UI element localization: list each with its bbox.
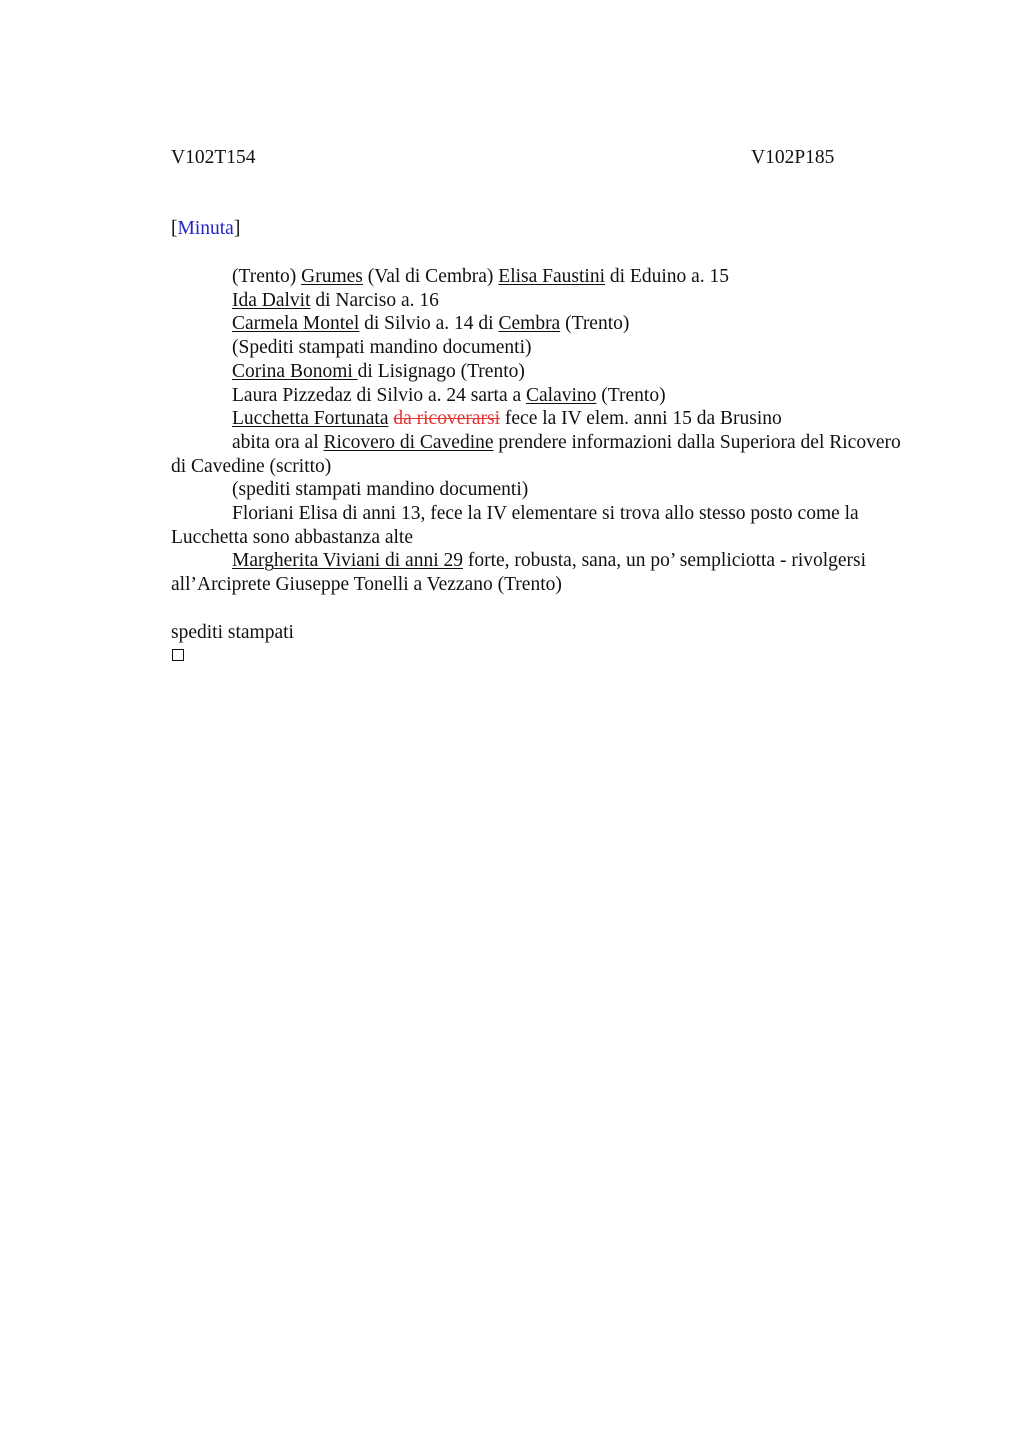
- text-fragment: di Lisignago (Trento): [357, 360, 525, 382]
- place-name: Ricovero di Cavedine: [323, 431, 494, 453]
- entry-line-7: [171, 407, 911, 431]
- person-name: Elisa Faustini: [498, 266, 606, 287]
- text-fragment: di Eduino a. 15: [605, 266, 730, 287]
- person-name: Corina Bonomi: [232, 360, 358, 382]
- entry-line-3: [171, 312, 911, 336]
- document-body: [171, 265, 911, 597]
- place-name: Calavino: [526, 384, 597, 406]
- text-fragment: (Trento): [596, 384, 666, 406]
- person-name: Lucchetta Fortunata: [232, 408, 389, 430]
- person-name: Margherita Viviani di anni 29: [232, 550, 463, 572]
- text-fragment: (Spediti stampati mandino documenti): [232, 337, 532, 359]
- entry-line-10: [171, 502, 911, 549]
- person-name: Carmela Montel: [232, 313, 360, 335]
- text-fragment: (Val di Cembra): [362, 266, 499, 287]
- entry-line-2: [171, 289, 911, 313]
- text-fragment: (Trento): [232, 266, 302, 287]
- text-fragment: prendere informazioni dalla Superiora del Ricovero di Cavedine (scritto): [171, 431, 901, 477]
- label-close-bracket: ]: [233, 218, 241, 239]
- place-name: Grumes: [301, 266, 363, 287]
- entry-line-9: [171, 478, 911, 502]
- header-left-code: V102T154: [171, 147, 256, 168]
- empty-square-icon: [172, 649, 184, 661]
- entry-line-1: [171, 265, 911, 289]
- label-open-bracket: [: [171, 218, 178, 239]
- entry-line-5: [171, 360, 911, 384]
- closing-note: spediti stampati: [171, 622, 294, 643]
- text-fragment: (Trento): [560, 313, 630, 335]
- place-name: Cembra: [498, 313, 561, 335]
- text-fragment: forte, robusta, sana, un po’ sempliciotta - rivolgersi all’Arciprete Giuseppe Tonelli a Vezzano (Trento): [171, 550, 867, 596]
- text-fragment: abita ora al: [232, 431, 324, 453]
- header-right-code: V102P185: [751, 147, 835, 168]
- text-fragment: Laura Pizzedaz di Silvio a. 24 sarta a: [232, 384, 527, 406]
- entry-line-8: [171, 431, 911, 478]
- person-name: Ida Dalvit: [232, 289, 311, 311]
- deleted-text: da ricoverarsi: [393, 408, 501, 430]
- entry-line-4: [171, 336, 911, 360]
- text-fragment: (spediti stampati mandino documenti): [232, 479, 529, 501]
- entry-line-11: [171, 549, 911, 596]
- entry-line-6: [171, 384, 911, 408]
- text-fragment: di Silvio a. 14 di: [359, 313, 499, 335]
- document-label: [171, 217, 240, 241]
- text-fragment: fece la IV elem. anni 15 da Brusino: [500, 408, 782, 430]
- label-text: Minuta: [177, 218, 234, 239]
- text-fragment: di Narciso a. 16: [310, 289, 439, 311]
- text-fragment: Floriani Elisa di anni 13, fece la IV elementare si trova allo stesso posto come la Lucchetta sono abbastanza alte: [171, 503, 859, 548]
